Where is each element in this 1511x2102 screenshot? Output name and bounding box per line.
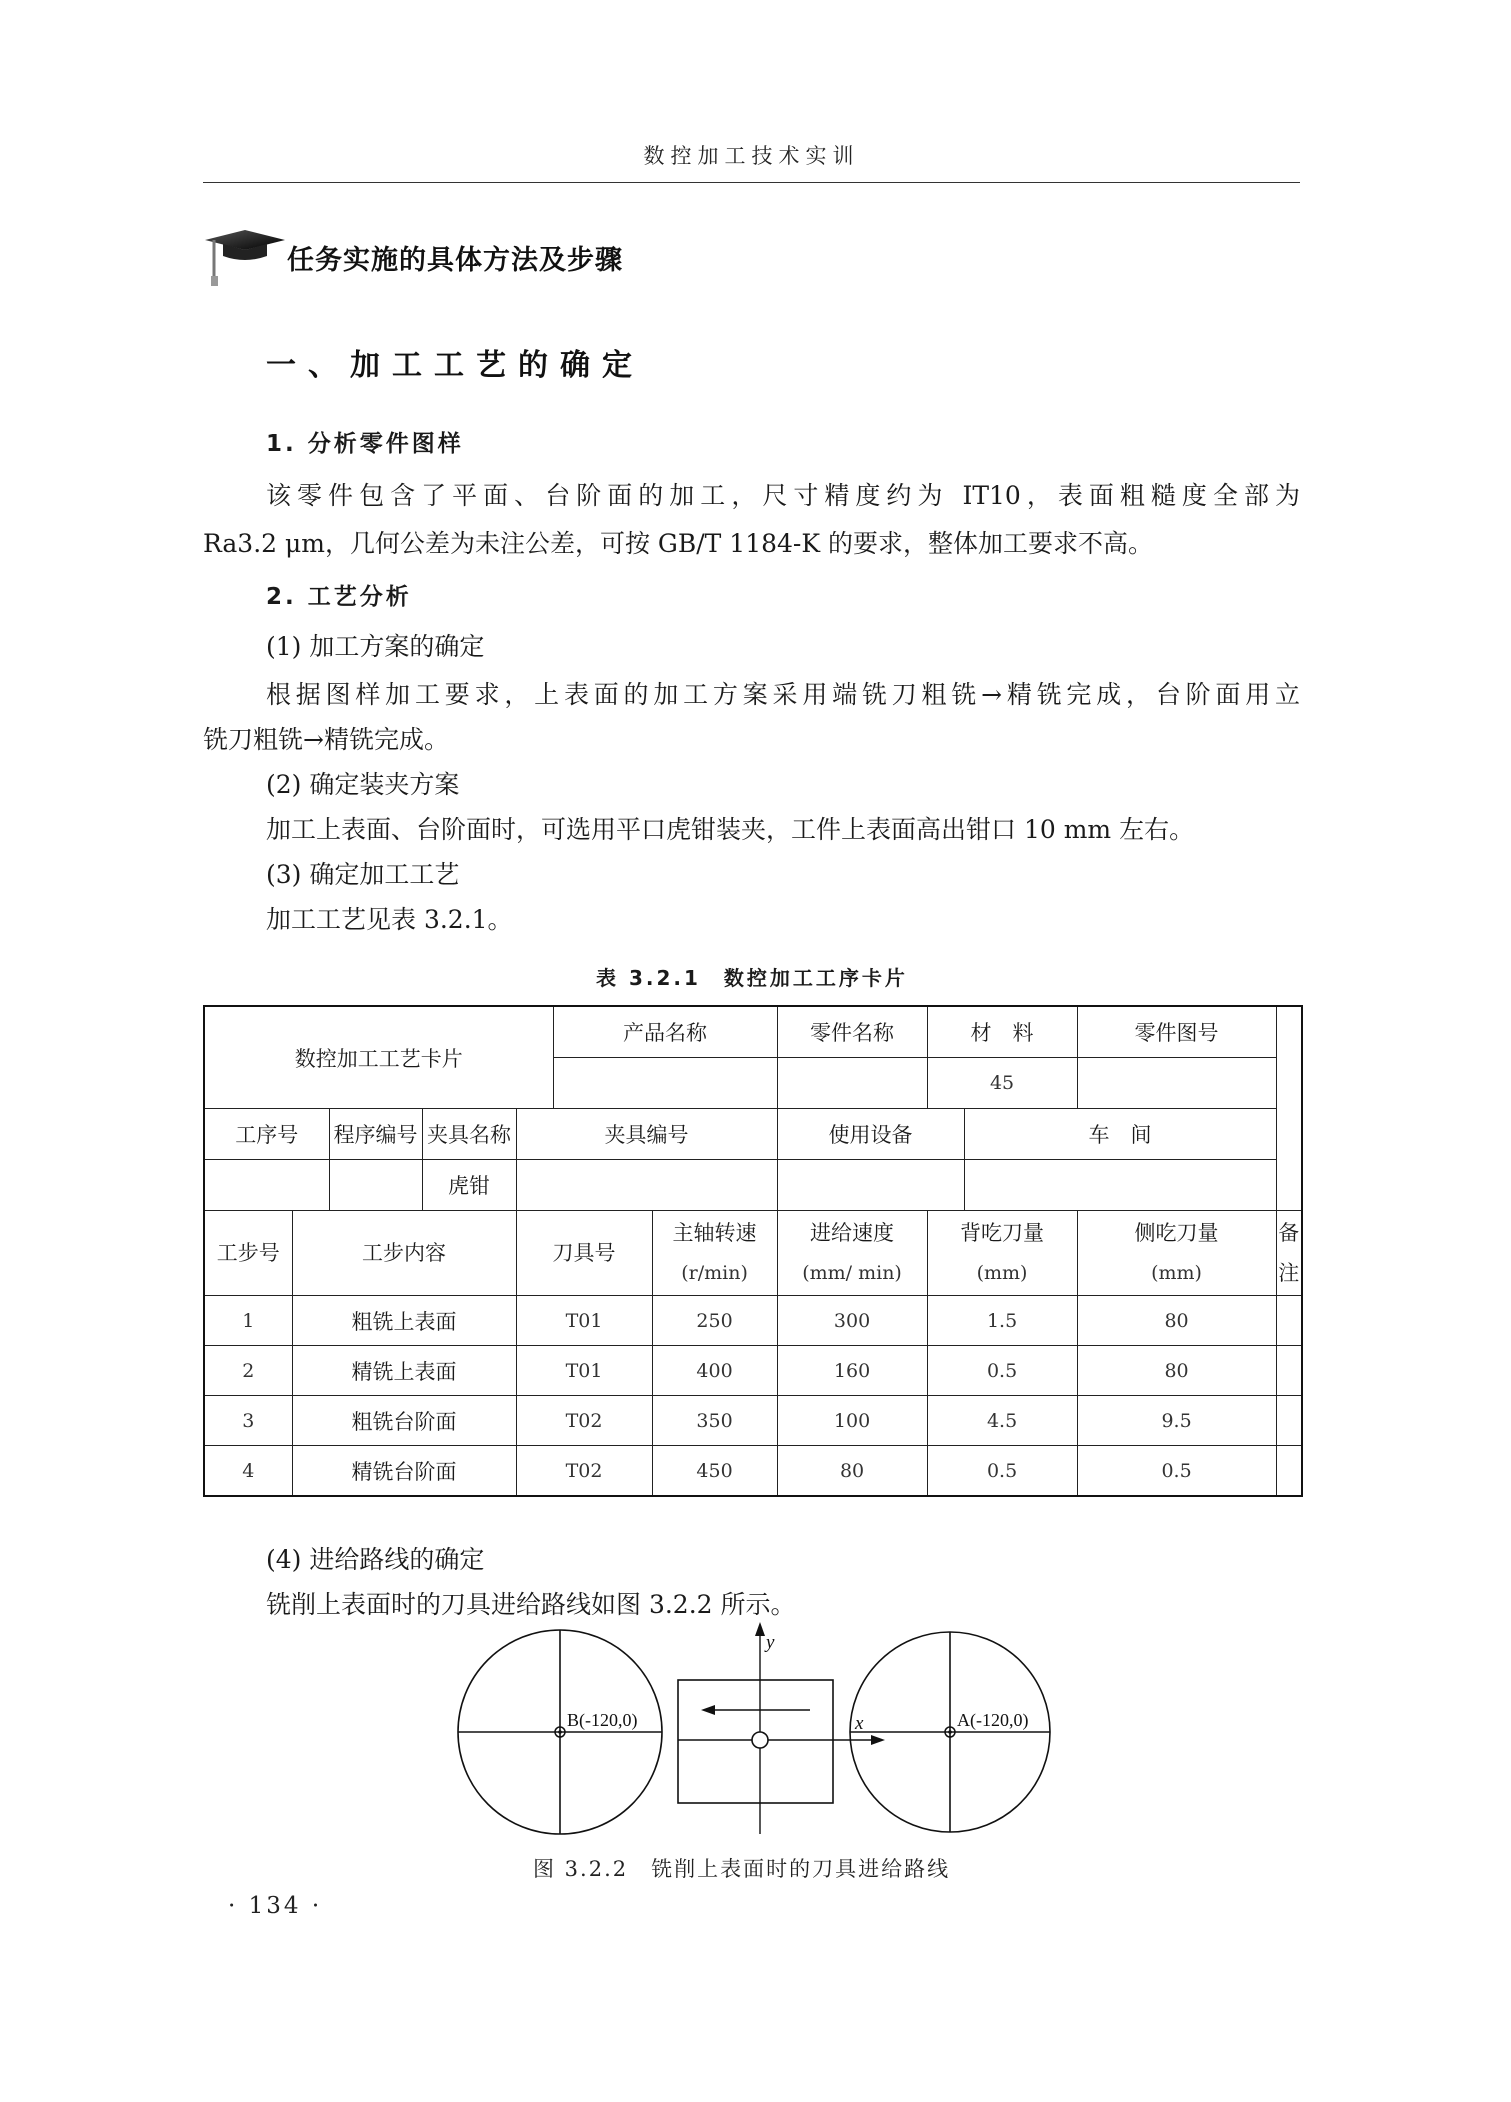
header-program-no: 程序编号	[329, 1109, 422, 1160]
step-spindle: 350	[652, 1396, 777, 1446]
axis-x-label: x	[855, 1713, 864, 1734]
cell-equipment-value	[777, 1160, 964, 1211]
table-row	[204, 1346, 1302, 1396]
process-card-table	[203, 1005, 1303, 1497]
step-spindle: 250	[652, 1296, 777, 1346]
header-tool-no: 刀具号	[516, 1211, 652, 1296]
paragraph-line: 加工工艺见表 3.2.1。	[266, 905, 513, 934]
table-row	[204, 1396, 1302, 1446]
page-number: · 134 ·	[228, 1893, 323, 1919]
cell-fixture-name-value: 虎钳	[422, 1160, 516, 1211]
paragraph-line: 加工上表面、台阶面时，可选用平口虎钳装夹，工件上表面高出钳口 10 mm 左右。	[266, 815, 1195, 844]
header-depth-label: 背吃刀量	[960, 1221, 1045, 1245]
step-no: 2	[204, 1346, 292, 1396]
feed-direction-arrow	[701, 1705, 810, 1715]
cell-fixture-no-value	[516, 1160, 777, 1211]
tool-path-figure	[455, 1620, 1055, 1845]
cell-material-value: 45	[927, 1058, 1077, 1109]
header-part-drawing-no: 零件图号	[1077, 1006, 1276, 1058]
header-feed-unit: (mm/ min)	[802, 1262, 902, 1284]
header-feed-speed	[777, 1211, 927, 1296]
step-content: 粗铣上表面	[292, 1296, 516, 1346]
graduation-cap-icon	[205, 226, 285, 288]
step-content: 精铣上表面	[292, 1346, 516, 1396]
task-banner	[205, 226, 623, 288]
header-step-content: 工步内容	[292, 1211, 516, 1296]
axis-y	[755, 1622, 765, 1834]
step-tool: T02	[516, 1396, 652, 1446]
paragraph-line: Ra3.2 μm，几何公差为未注公差，可按 GB/T 1184-K 的要求，整体加工要求不高。	[203, 529, 1153, 558]
step-feed: 80	[777, 1446, 927, 1497]
header-width-unit: (mm)	[1151, 1262, 1202, 1284]
step-feed: 160	[777, 1346, 927, 1396]
header-product-name: 产品名称	[553, 1006, 777, 1058]
step-depth: 4.5	[927, 1396, 1077, 1446]
task-banner-title: 任务实施的具体方法及步骤	[287, 244, 623, 276]
header-remarks: 备注	[1276, 1211, 1302, 1296]
cell-part-name-value	[777, 1058, 927, 1109]
step-spindle: 400	[652, 1346, 777, 1396]
step-no: 3	[204, 1396, 292, 1446]
step-width: 80	[1077, 1346, 1276, 1396]
header-step-no: 工步号	[204, 1211, 292, 1296]
paragraph-line: 铣刀粗铣→精铣完成。	[203, 725, 449, 754]
paragraph-line: 铣削上表面时的刀具进给路线如图 3.2.2 所示。	[266, 1590, 796, 1619]
item-title: (3) 确定加工工艺	[266, 860, 460, 889]
header-spindle-unit: (r/min)	[681, 1262, 748, 1284]
step-content: 粗铣台阶面	[292, 1396, 516, 1446]
step-feed: 300	[777, 1296, 927, 1346]
subheading-process-analysis: 2. 工艺分析	[266, 584, 412, 610]
subheading-analyze-drawing: 1. 分析零件图样	[266, 431, 464, 457]
step-depth: 1.5	[927, 1296, 1077, 1346]
step-width: 0.5	[1077, 1446, 1276, 1497]
step-spindle: 450	[652, 1446, 777, 1497]
header-material: 材 料	[927, 1006, 1077, 1058]
card-title: 数控加工工艺卡片	[204, 1006, 553, 1109]
header-spindle-label: 主轴转速	[672, 1221, 757, 1245]
figure-caption: 图 3.2.2 铣削上表面时的刀具进给路线	[533, 1857, 951, 1881]
header-part-name: 零件名称	[777, 1006, 927, 1058]
header-fixture-name: 夹具名称	[422, 1109, 516, 1160]
label-point-a: A(-120,0)	[957, 1710, 1029, 1730]
table-caption: 表 3.2.1 数控加工工序卡片	[596, 966, 908, 990]
cell-product-name-value	[553, 1058, 777, 1109]
cell-program-no-value	[329, 1160, 422, 1211]
cell-part-drawing-no-value	[1077, 1058, 1276, 1109]
cell-process-no-value	[204, 1160, 329, 1211]
header-depth-unit: (mm)	[976, 1262, 1028, 1284]
header-process-no: 工序号	[204, 1109, 329, 1160]
running-header: 数控加工技术实训	[643, 144, 860, 168]
item-title: (4) 进给路线的确定	[266, 1545, 485, 1574]
axis-x	[678, 1735, 885, 1745]
header-spindle-speed	[652, 1211, 777, 1296]
step-depth: 0.5	[927, 1346, 1077, 1396]
paragraph-line: 该零件包含了平面、台阶面的加工，尺寸精度约为 IT10，表面粗糙度全部为	[266, 481, 1300, 510]
step-remark	[1276, 1296, 1302, 1346]
step-tool: T02	[516, 1446, 652, 1497]
header-fixture-no: 夹具编号	[516, 1109, 777, 1160]
step-remark	[1276, 1396, 1302, 1446]
item-title: (1) 加工方案的确定	[266, 632, 485, 661]
header-equipment: 使用设备	[777, 1109, 964, 1160]
label-point-b: B(-120,0)	[567, 1710, 638, 1730]
step-content: 精铣台阶面	[292, 1446, 516, 1497]
header-width-label: 侧吃刀量	[1134, 1221, 1219, 1245]
step-no: 1	[204, 1296, 292, 1346]
table-row	[204, 1296, 1302, 1346]
item-title: (2) 确定装夹方案	[266, 770, 460, 799]
step-feed: 100	[777, 1396, 927, 1446]
table-row	[204, 1446, 1302, 1497]
step-no: 4	[204, 1446, 292, 1497]
step-depth: 0.5	[927, 1446, 1077, 1497]
step-tool: T01	[516, 1346, 652, 1396]
step-tool: T01	[516, 1296, 652, 1346]
tool-path-diagram	[455, 1620, 1055, 1845]
origin-marker	[752, 1732, 768, 1748]
header-depth-of-cut	[927, 1211, 1077, 1296]
header-feed-label: 进给速度	[810, 1221, 895, 1245]
axis-y-label: y	[766, 1632, 775, 1653]
step-width: 9.5	[1077, 1396, 1276, 1446]
step-remark	[1276, 1446, 1302, 1497]
step-remark	[1276, 1346, 1302, 1396]
header-workshop: 车 间	[964, 1109, 1276, 1160]
header-width-of-cut	[1077, 1211, 1276, 1296]
cell-workshop-value	[964, 1160, 1276, 1211]
section-title: 一、加工工艺的确定	[266, 348, 644, 383]
paragraph-line: 根据图样加工要求，上表面的加工方案采用端铣刀粗铣→精铣完成，台阶面用立	[266, 680, 1300, 709]
step-width: 80	[1077, 1296, 1276, 1346]
header-rule	[203, 182, 1300, 183]
